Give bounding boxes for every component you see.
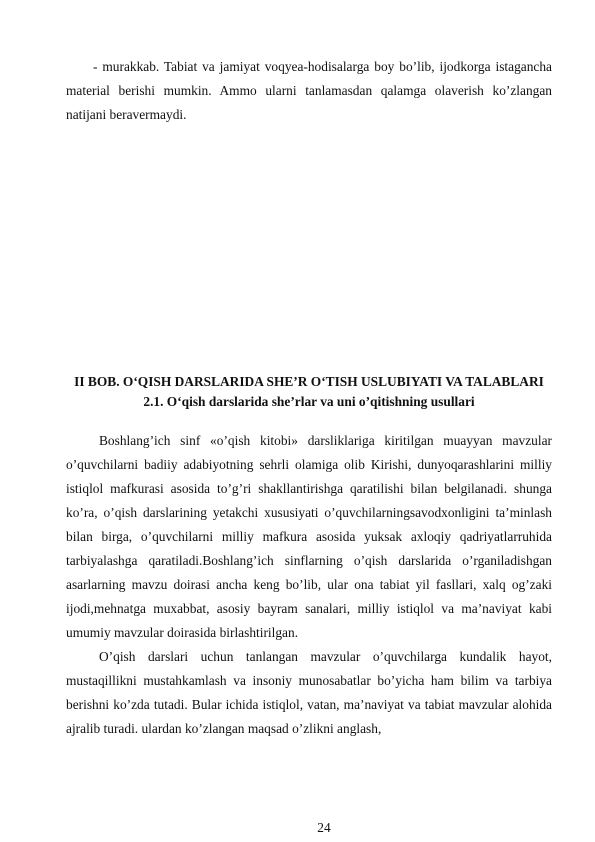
section-title: 2.1. O‘qish darslarida she’rlar va uni o’qitishning usullari (143, 394, 475, 409)
body-paragraph: O’qish darslari uchun tanlangan mavzular o’quvchilarga kundalik hayot, mustaqillikni mustahkamlash va insoniy munosabatlar bo’yicha ham bilim va tarbiya berishni ko’zda tutadi. Bular ichida istiqlol, vatan, ma’naviyat va tabiat mavzular alohida ajralib turadi. ulardan ko’zlangan maqsad o’zlikni anglash, (66, 649, 552, 736)
chapter-title: II BOB. O‘QISH DARSLARIDA SHE’R O‘TISH USLUBIYATI VA TALABLARI (74, 374, 544, 389)
intro-paragraph: - murakkab. Tabiat va jamiyat voqyea-hodisalarga boy bo’lib, ijodkorga istagancha material berishi mumkin. Ammo ularni tanlamasdan qalamga olaverish ko’zlangan natijani beravermaydi. (66, 59, 552, 122)
body-paragraph: Boshlang’ich sinf «o’qish kitobi» darsliklariga kiritilgan muayyan mavzular o’quvchilarni badiiy adabiyotning sehrli olamiga olib Kirishi, dunyoqarashlarini milliy istiqlol mafkurasi asosida to’g’ri shakllantirishga qaratilishi bilan belgilanadi. shunga ko’ra, o’qish darslarining yetakchi xususiyati o’quvchilarningsavodxonligini ta’minlash bilan birga, o’quvchilarni milliy mafkura asosida yuksak axloqiy qadriyatlarruhida tarbiyalashga qaratiladi.Boshlang’ich sinflarning o’qish darslarida o’rganiladishgan asarlarning mavzu doirasi ancha keng bo’lib, ular ona tabiat yil fasllari, xalq og’zaki ijodi,mehnatga muxabbat, asosiy bayram sanalari, milliy istiqlol va ma’naviyat kabi umumiy mavzular doirasida birlashtirilgan. (66, 433, 552, 640)
page-number: 24 (317, 820, 331, 835)
